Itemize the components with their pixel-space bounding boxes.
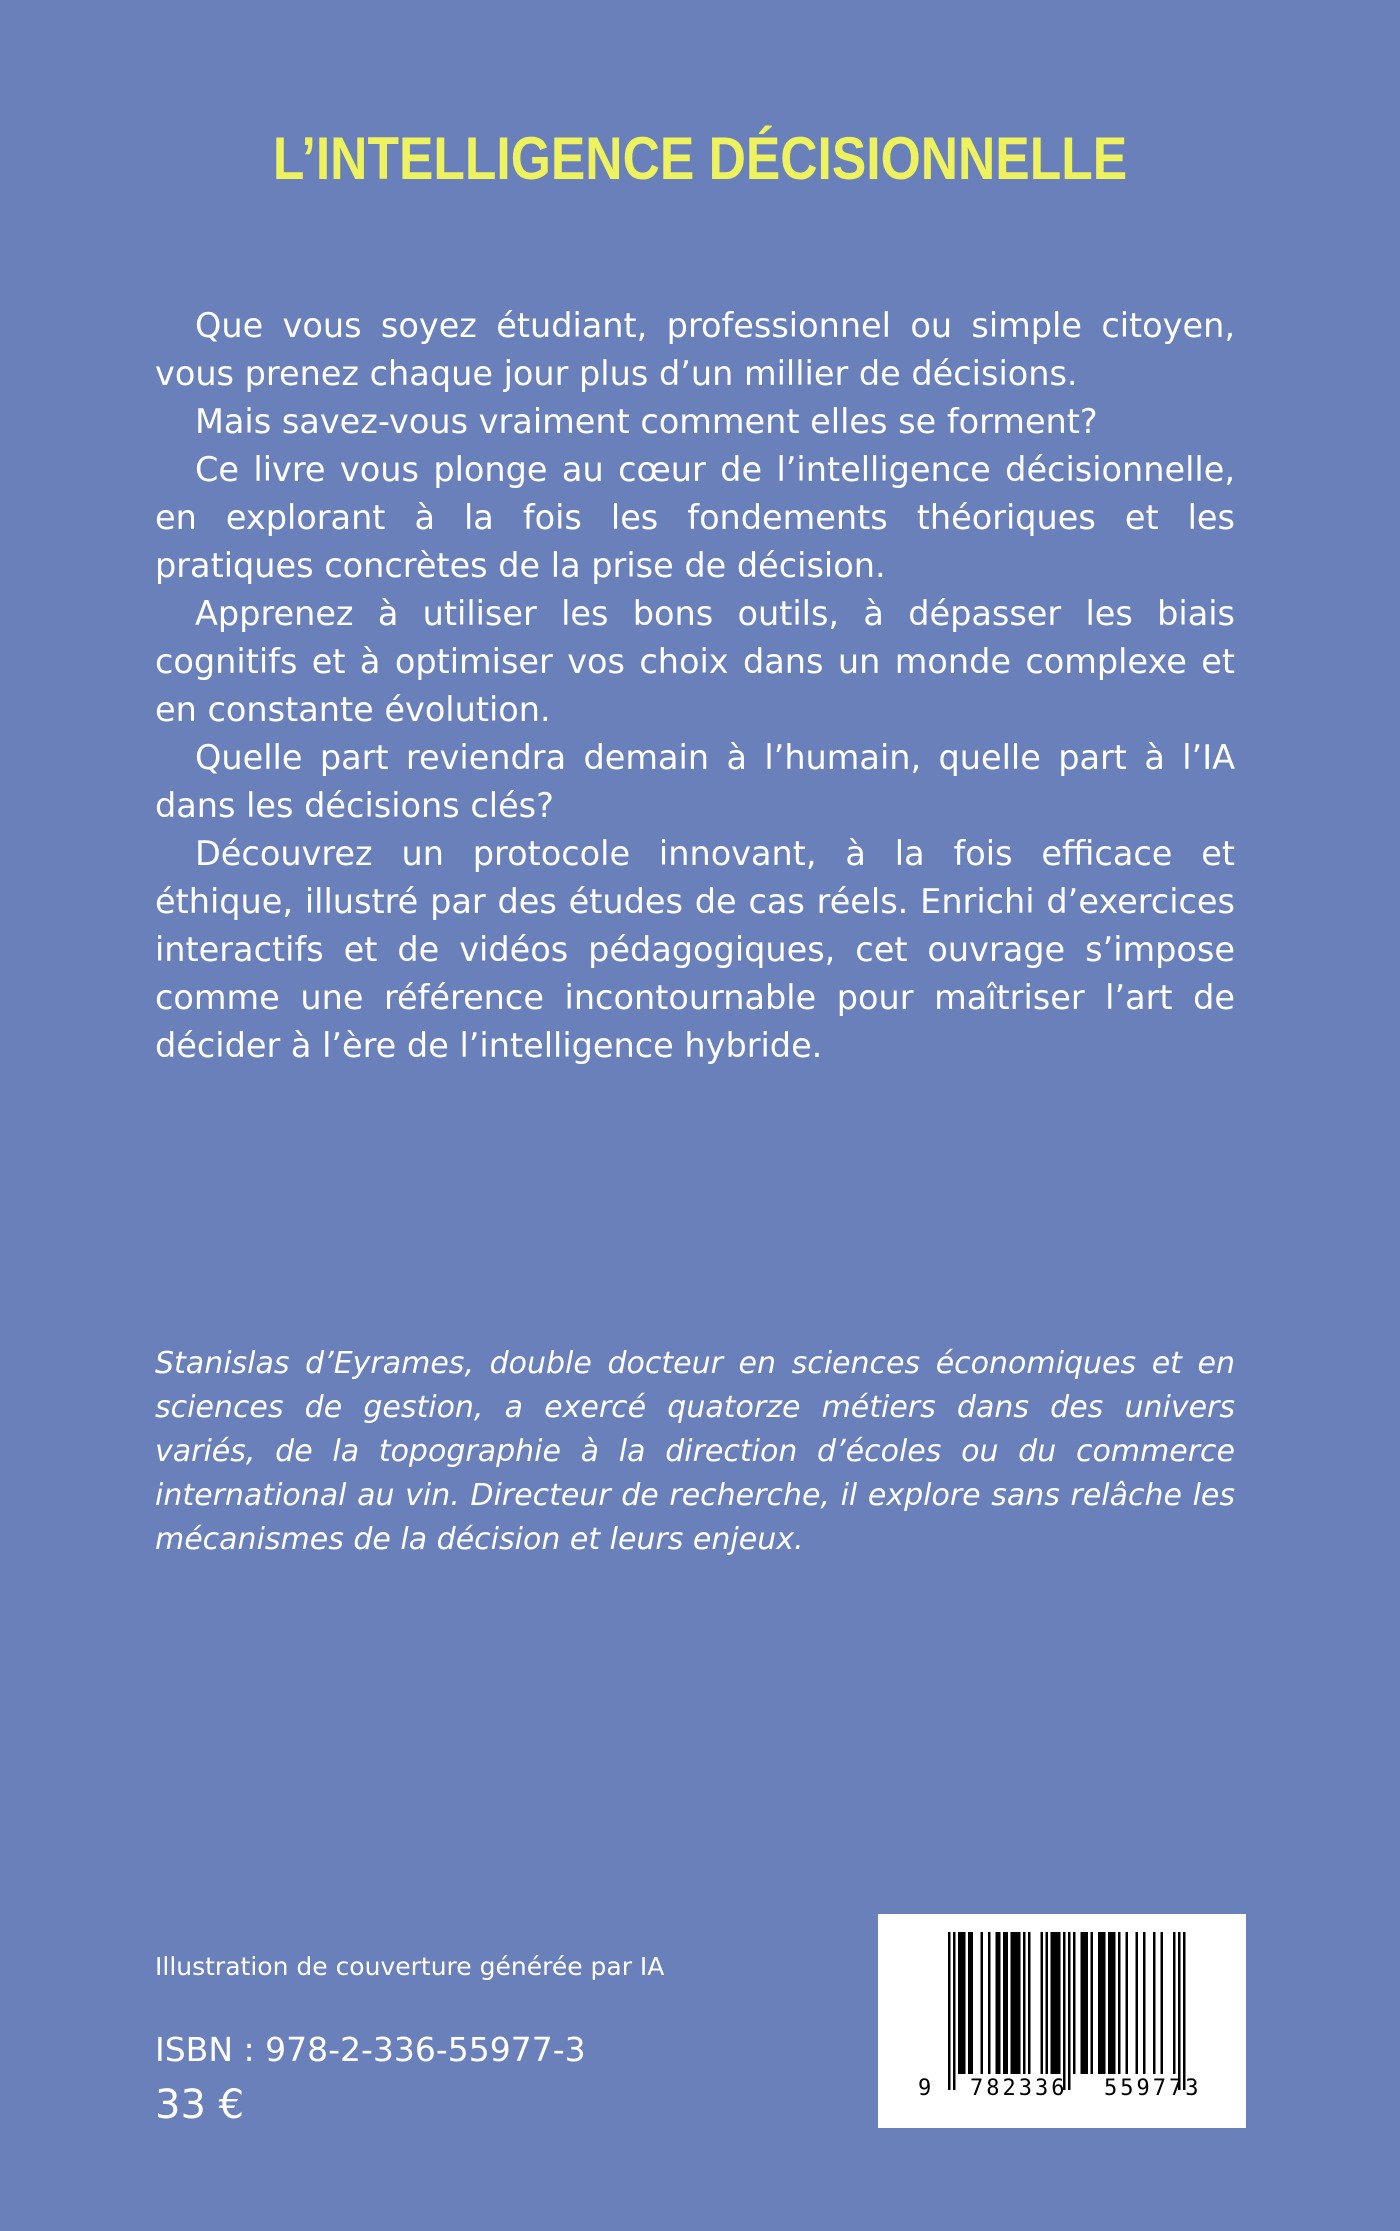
barcode-bar bbox=[961, 1932, 964, 2074]
barcode-bar bbox=[1046, 1932, 1049, 2074]
blurb-paragraph: Ce livre vous plonge au cœur de l’intelligence décisionnelle, en explorant à la fois les fondements théoriques et les pratiques concrètes de la prise de décision. bbox=[155, 450, 1235, 585]
barcode-bar bbox=[988, 1932, 991, 2074]
barcode-bar bbox=[1173, 1932, 1176, 2074]
barcode-bar bbox=[1108, 1932, 1111, 2074]
barcode-bar bbox=[1111, 1932, 1114, 2074]
barcode-bar bbox=[1068, 1932, 1071, 2090]
barcode-bar bbox=[958, 1932, 961, 2074]
barcode-bar bbox=[998, 1932, 1001, 2074]
barcode-bar bbox=[1161, 1932, 1164, 2074]
barcode-bar bbox=[1056, 1932, 1059, 2074]
barcode-bar bbox=[953, 1932, 956, 2090]
barcode-bar bbox=[1023, 1932, 1026, 2074]
blurb-paragraph: Apprenez à utiliser les bons outils, à dépasser les biais cognitifs et à optimiser vos choix dans un monde complexe et en constante évolution. bbox=[155, 594, 1235, 729]
barcode-right-group: 559773 bbox=[1104, 2076, 1202, 2101]
barcode-bar bbox=[1098, 1932, 1101, 2074]
barcode-bar bbox=[1063, 1932, 1066, 2090]
book-title: L’INTELLIGENCE DÉCISIONNELLE bbox=[272, 125, 1128, 192]
barcode-bar bbox=[1011, 1932, 1014, 2074]
barcode-bar bbox=[1083, 1932, 1086, 2074]
barcode-bar bbox=[948, 1932, 951, 2090]
barcode-bar bbox=[1053, 1932, 1056, 2074]
isbn: ISBN : 978-2-336-55977-3 bbox=[155, 2030, 586, 2069]
barcode-bar bbox=[1178, 1932, 1181, 2090]
barcode-bar bbox=[1081, 1932, 1084, 2074]
barcode-bar bbox=[1091, 1932, 1094, 2074]
barcode-bar bbox=[1126, 1932, 1129, 2074]
barcode-bar bbox=[1051, 1932, 1054, 2074]
barcode bbox=[878, 1914, 1246, 2128]
price: 33 € bbox=[155, 2082, 245, 2128]
blurb-paragraph: Quelle part reviendra demain à l’humain, quelle part à l’IA dans les décisions clés? bbox=[155, 738, 1235, 825]
author-bio-text: , double docteur en sciences économiques et en sciences de gestion, a exercé quatorze métiers dans des univers variés, de la topographie à la direction d’écoles ou du commerce international au vin. Directeur de recherche, il explore sans relâche les mécanismes de la décision et leurs enjeux. bbox=[155, 1346, 1236, 1557]
barcode-bar bbox=[968, 1932, 971, 2074]
barcode-bar bbox=[1101, 1932, 1104, 2074]
barcode-bar bbox=[1118, 1932, 1121, 2074]
author-bio bbox=[155, 1342, 1235, 1562]
barcode-bar bbox=[1003, 1932, 1006, 2074]
barcode-bar bbox=[996, 1932, 999, 2074]
barcode-bar bbox=[1058, 1932, 1061, 2074]
barcode-bar bbox=[971, 1932, 974, 2074]
barcode-bar bbox=[1018, 1932, 1021, 2074]
blurb-paragraph: Découvrez un protocole innovant, à la fois efficace et éthique, illustré par des études de cas réels. Enrichi d’exercices interactifs et de vidéos pédagogiques, cet ouvrage s’impose comme une référence incontournable pour maîtriser l’art de décider à l’ère de l’intelligence hybride. bbox=[155, 834, 1235, 1065]
barcode-bar bbox=[1028, 1932, 1031, 2074]
cover-credit: Illustration de couverture générée par IA bbox=[155, 1952, 665, 1981]
barcode-bar bbox=[1006, 1932, 1009, 2074]
blurb-paragraph: Mais savez-vous vraiment comment elles se forment? bbox=[195, 402, 1098, 441]
barcode-left-group: 782336 bbox=[970, 2076, 1068, 2101]
barcode-bar bbox=[1086, 1932, 1089, 2074]
barcode-bar bbox=[981, 1932, 984, 2074]
barcode-bar bbox=[1153, 1932, 1156, 2074]
barcode-bar bbox=[1143, 1932, 1146, 2074]
back-cover-blurb bbox=[155, 302, 1235, 1070]
author-name: Stanislas d’Eyrames bbox=[155, 1346, 465, 1381]
barcode-digits bbox=[878, 2076, 1246, 2106]
barcode-bar bbox=[1041, 1932, 1044, 2074]
barcode-bar bbox=[1113, 1932, 1116, 2074]
barcode-bar bbox=[1016, 1932, 1019, 2074]
barcode-bar bbox=[1183, 1932, 1186, 2090]
barcode-bar bbox=[1073, 1932, 1076, 2074]
barcode-bar bbox=[963, 1932, 966, 2074]
barcode-first-digit: 9 bbox=[918, 2076, 932, 2101]
barcode-bar bbox=[1103, 1932, 1106, 2074]
barcode-bar bbox=[1013, 1932, 1016, 2074]
barcode-bar bbox=[1136, 1932, 1139, 2074]
blurb-paragraph: Que vous soyez étudiant, professionnel ou simple citoyen, vous prenez chaque jour plus d’un millier de décisions. bbox=[155, 306, 1235, 393]
